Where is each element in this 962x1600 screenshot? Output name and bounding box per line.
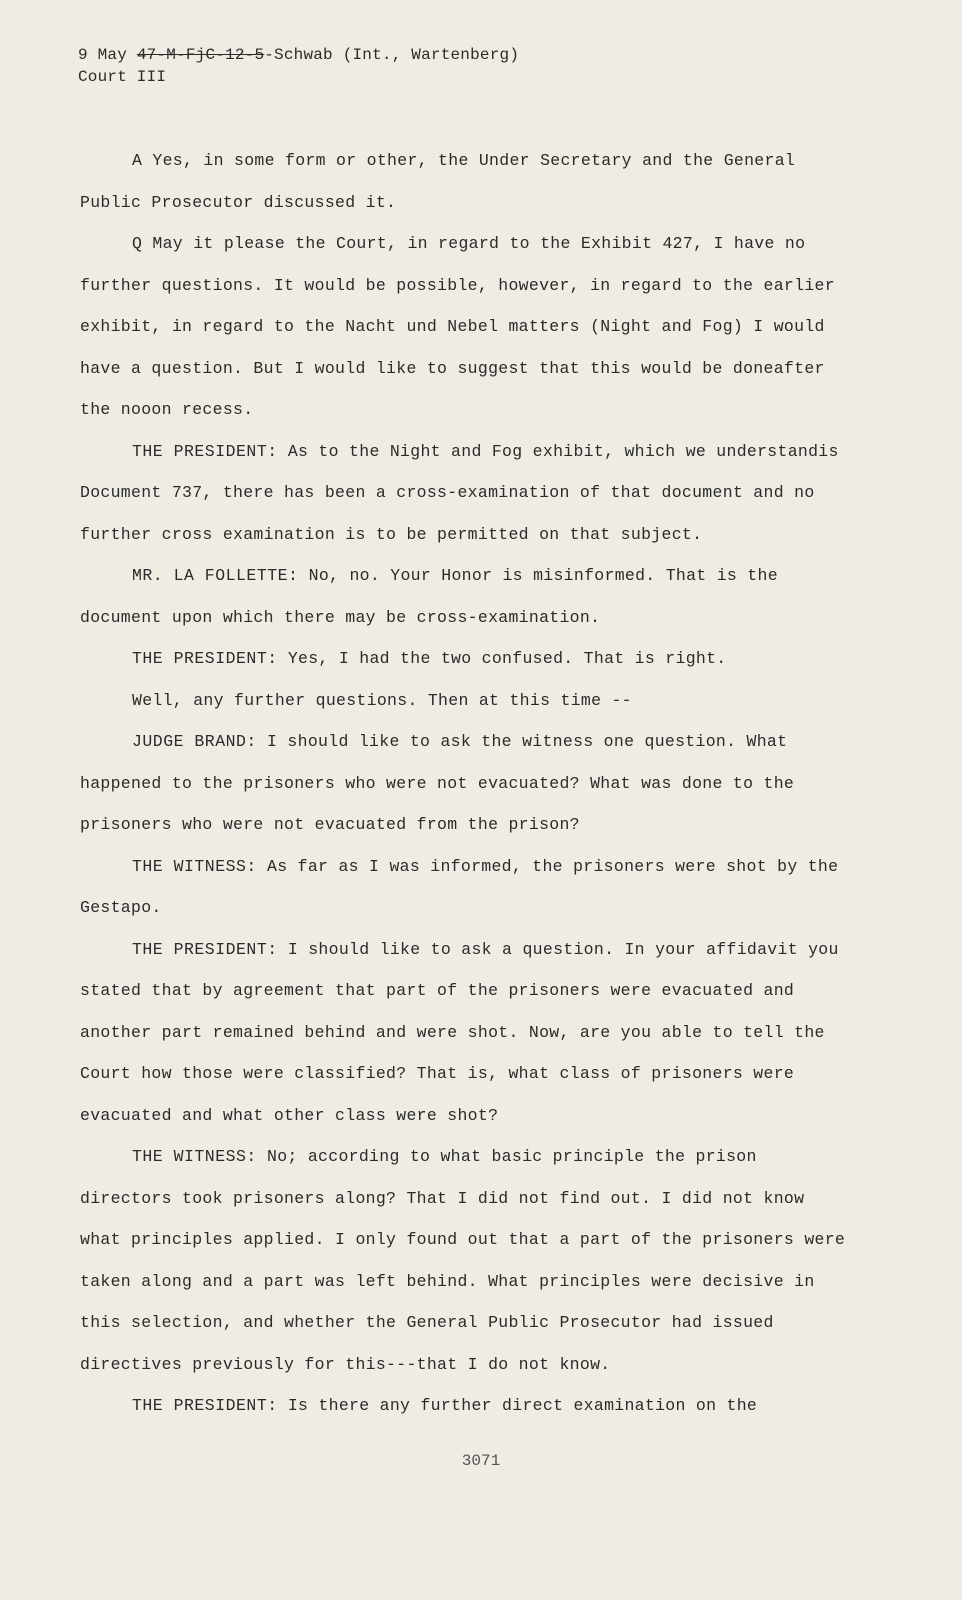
header-interpreter: (Int., Wartenberg) [342, 46, 520, 64]
speaker-label: THE PRESIDENT: [132, 649, 278, 668]
speaker-label: THE WITNESS: [132, 1147, 257, 1166]
paragraph-text: Yes, I had the two confused. That is right. [287, 649, 727, 668]
speaker-label: THE PRESIDENT: [132, 441, 278, 461]
paragraph [80, 680, 850, 722]
speaker-label: THE PRESIDENT: [132, 1396, 278, 1415]
header-date: 9 May [78, 46, 128, 64]
paragraph-text: Well, any further questions. Then at this time -- [132, 690, 632, 710]
page-header [78, 44, 519, 88]
paragraph [80, 638, 850, 680]
paragraph [80, 140, 850, 223]
header-struck-code: 47-M-FjC-12-5 [136, 46, 265, 64]
header-name: -Schwab [264, 46, 333, 64]
paragraph [80, 431, 850, 556]
paragraph [80, 721, 850, 846]
paragraph-text: As to the Night and Fog exhibit, which we understandis Document 737, there has been a cross-examination of that document and no further cross examination is to be permitted on that subject. [80, 441, 839, 544]
paragraph-text: A Yes, in some form or other, the Under Secretary and the General Public Prosecutor discussed it. [80, 151, 796, 212]
page-number: 3071 [461, 1452, 501, 1470]
paragraph [80, 929, 850, 1137]
speaker-label: THE PRESIDENT: [132, 939, 278, 959]
paragraph-text: No, no. Your Honor is misinformed. That is the document upon which there may be cross-examination. [80, 566, 778, 627]
header-line-1 [78, 44, 519, 66]
paragraph [80, 846, 850, 929]
transcript-body [80, 140, 850, 1427]
paragraph-text: I should like to ask a question. In your affidavit you stated that by agreement that part of the prisoners were evacuated and another part remained behind and were shot. Now, are you able to tell the Court how those were classified? That is, what class of prisoners were evacuated and what other class were shot? [80, 939, 839, 1125]
header-court: Court III [78, 68, 167, 86]
paragraph [80, 1385, 850, 1427]
paragraph-text: I should like to ask the witness one question. What happened to the prisoners who were not evacuated? What was done to the prisoners who were not evacuated from the prison? [80, 732, 795, 834]
speaker-label: THE WITNESS: [132, 856, 257, 876]
paragraph [80, 555, 850, 638]
paragraph-text: As far as I was informed, the prisoners were shot by the Gestapo. [80, 856, 839, 917]
paragraph [80, 223, 850, 431]
paragraph-text: Q May it please the Court, in regard to the Exhibit 427, I have no further questions. It would be possible, however, in regard to the earlier exhibit, in regard to the Nacht und Nebel matters (Night and Fog) I would have a question. But I would like to suggest that this would be doneafter the nooon recess. [80, 234, 835, 419]
paragraph-text: Is there any further direct examination on the [287, 1396, 758, 1415]
speaker-label: MR. LA FOLLETTE: [132, 566, 299, 585]
paragraph [80, 1136, 850, 1385]
paragraph-text: No; according to what basic principle the prison directors took prisoners along? That I did not find out. I did not know what principles applied. I only found out that a part of the prisoners were taken along and a part was left behind. What principles were decisive in this selection, and whether the General Public Prosecutor had issued directives previously for this---that I do not know. [80, 1147, 846, 1374]
speaker-label: JUDGE BRAND: [132, 732, 257, 751]
